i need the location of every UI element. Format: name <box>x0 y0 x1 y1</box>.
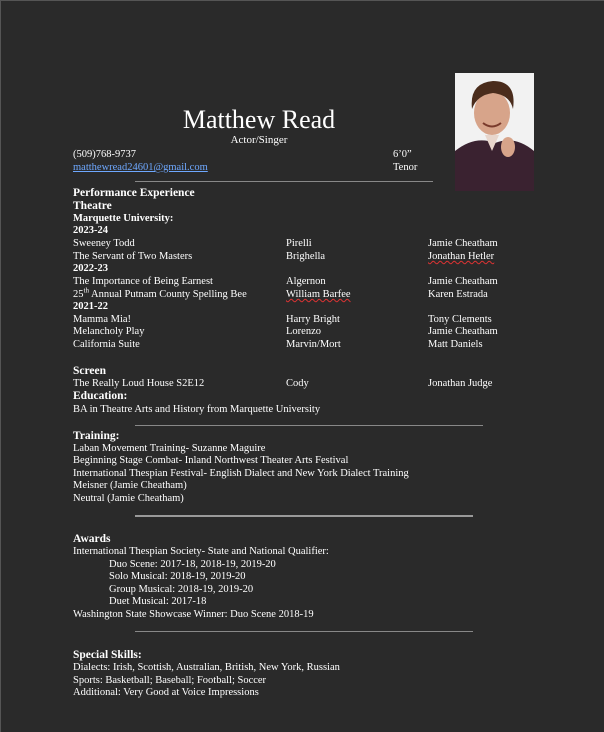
credit-row <box>73 286 553 302</box>
role: Harry Bright <box>286 314 340 325</box>
performance-heading: Performance Experience <box>73 187 195 199</box>
award-subitem: Duo Scene: 2017-18, 2018-19, 2019-20 <box>109 559 276 570</box>
skill-item: Dialects: Irish, Scottish, Australian, British, New York, Russian <box>73 662 340 673</box>
director: Matt Daniels <box>428 339 483 350</box>
show-title: Melancholy Play <box>73 326 145 337</box>
divider <box>135 181 433 182</box>
height-value: 6’0” <box>393 149 412 160</box>
divider <box>135 515 473 517</box>
education-heading: Education: <box>73 390 128 402</box>
season-label: 2022-23 <box>73 263 108 274</box>
role: Marvin/Mort <box>286 339 341 350</box>
director: Jamie Cheatham <box>428 238 498 249</box>
skill-item: Sports: Basketball; Baseball; Football; Soccer <box>73 675 267 686</box>
credit-row <box>73 326 553 339</box>
show-title: The Servant of Two Masters <box>73 251 193 262</box>
show-title: Mamma Mia! <box>73 314 132 325</box>
role: William Barfee <box>286 289 351 300</box>
credit-row <box>73 276 553 289</box>
director: Jamie Cheatham <box>428 326 498 337</box>
training-item: Beginning Stage Combat- Inland Northwest Theater Arts Festival <box>73 455 349 466</box>
season-label: 2023-24 <box>73 225 108 236</box>
email-link[interactable]: matthewread24601@gmail.com <box>73 162 208 173</box>
training-item: Laban Movement Training- Suzanne Maguire <box>73 443 266 454</box>
show-title: Sweeney Todd <box>73 238 135 249</box>
director: Jamie Cheatham <box>428 276 498 287</box>
role: Brighella <box>286 251 326 262</box>
role: Lorenzo <box>286 326 321 337</box>
role: Pirelli <box>286 238 312 249</box>
director: Jonathan Judge <box>428 378 493 389</box>
awards-heading: Awards <box>73 533 111 545</box>
screen-heading: Screen <box>73 365 107 377</box>
training-heading: Training: <box>73 430 120 442</box>
director: Karen Estrada <box>428 289 488 300</box>
award-subitem: Duet Musical: 2017-18 <box>109 596 207 607</box>
venue-label: Marquette University: <box>73 213 174 224</box>
voice-type: Tenor <box>393 162 418 173</box>
phone-number: (509)768-9737 <box>73 149 136 160</box>
award-line: International Thespian Society- State and National Qualifier: <box>73 546 329 557</box>
show-title: The Importance of Being Earnest <box>73 276 213 287</box>
skill-item: Additional: Very Good at Voice Impressions <box>73 687 259 698</box>
theatre-heading: Theatre <box>73 200 112 212</box>
training-item: Meisner (Jamie Cheatham) <box>73 480 187 491</box>
credit-row <box>73 251 553 264</box>
education-line: BA in Theatre Arts and History from Marquette University <box>73 404 321 415</box>
training-item: International Thespian Festival- English Dialect and New York Dialect Training <box>73 468 409 479</box>
director: Jonathan Hetler <box>428 251 495 262</box>
training-item: Neutral (Jamie Cheatham) <box>73 493 184 504</box>
performer-title: Actor/Singer <box>230 134 288 146</box>
credit-row <box>73 378 553 391</box>
divider <box>135 425 483 426</box>
credit-row <box>73 238 553 251</box>
season-label: 2021-22 <box>73 301 108 312</box>
show-title: California Suite <box>73 339 140 350</box>
skills-heading: Special Skills: <box>73 649 142 661</box>
credit-row <box>73 339 553 352</box>
role: Algernon <box>286 276 326 287</box>
divider <box>135 631 473 632</box>
show-title: 25th Annual Putnam County Spelling Bee <box>73 286 247 300</box>
award-subitem: Solo Musical: 2018-19, 2019-20 <box>109 571 246 582</box>
award-line: Washington State Showcase Winner: Duo Scene 2018-19 <box>73 609 314 620</box>
role: Cody <box>286 378 309 389</box>
director: Tony Clements <box>428 314 492 325</box>
award-subitem: Group Musical: 2018-19, 2019-20 <box>109 584 254 595</box>
show-title: The Really Loud House S2E12 <box>73 378 205 389</box>
performer-name: Matthew Read <box>182 105 336 134</box>
